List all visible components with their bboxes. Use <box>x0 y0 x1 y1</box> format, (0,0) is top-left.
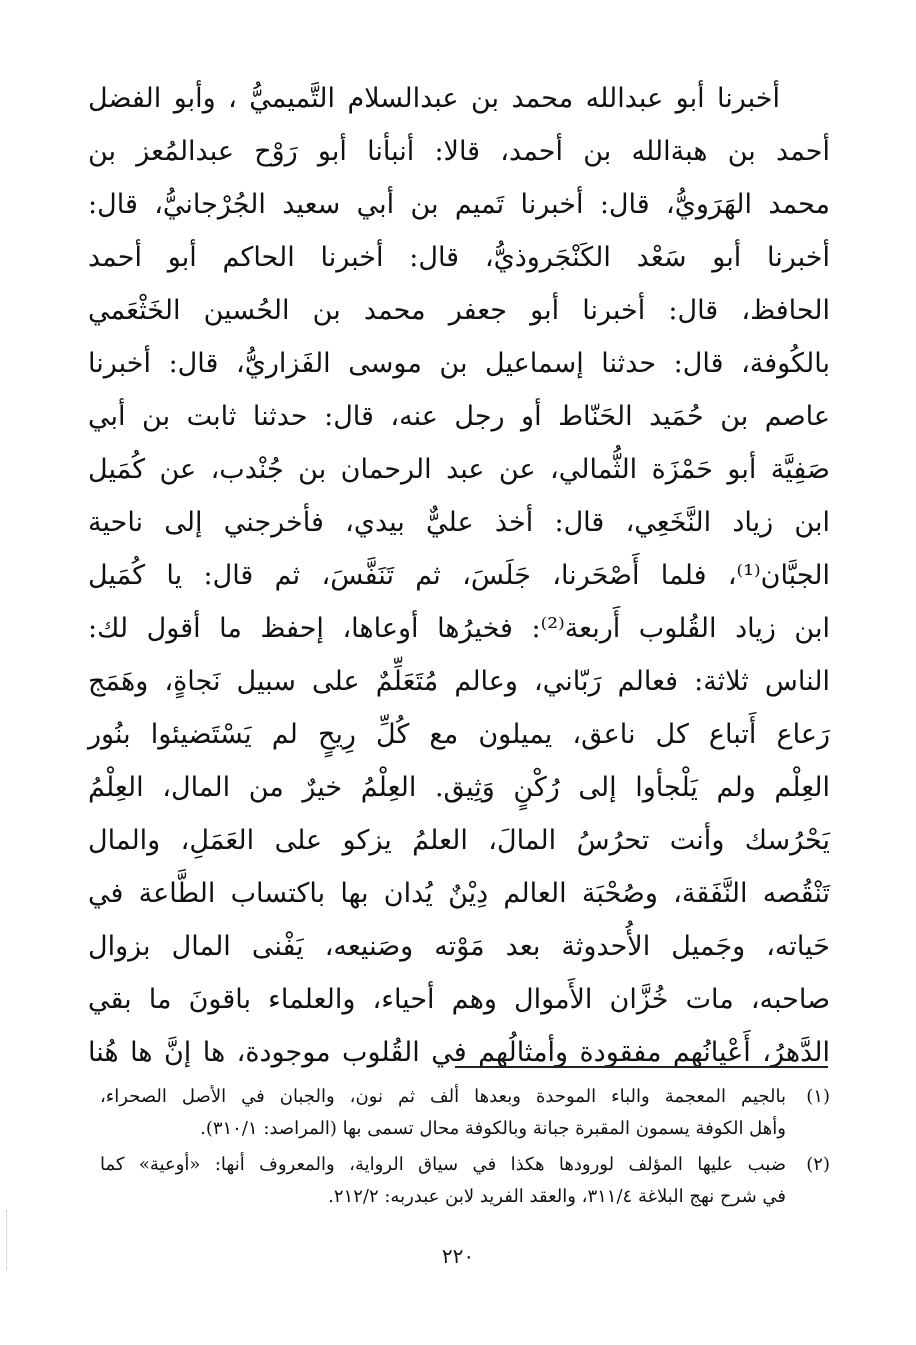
text-line: يَحْرُسك وأنت تحرُسُ المالَ، العلمُ يزكو على العَمَلِ، والمال <box>88 825 830 856</box>
footnote-number: (٢) <box>806 1154 830 1175</box>
text-line: تَنْقُصه النَّفَقة، وصُحْبَة العالم دِيْنٌ يُدان بها باكتساب الطَّاعة في <box>88 878 830 909</box>
scan-margin-mark <box>6 1210 8 1270</box>
text-line: الناس ثلاثة: فعالم رَبّاني، وعالم مُتَعَلِّمٌ على سبيل نَجاةٍ، وهَمَج <box>88 666 830 697</box>
text-line: العِلْم ولم يَلْجأوا إلى رُكْنٍ وَثِيق. العِلْمُ خيرٌ من المال، العِلْمُ <box>88 772 830 803</box>
footnote-line: بالجيم المعجمة والباء الموحدة وبعدها ألف ثم نون، والجبان في الأصل الصحراء، <box>100 1086 786 1107</box>
text-line: ابن زياد القُلوب أَربعة⁽²⁾: فخيرُها أوعاها، إحفظ ما أقول لك: <box>88 613 830 644</box>
text-line: صاحبه، مات خُزَّان الأَموال وهم أحياء، والعلماء باقونَ ما بقي <box>88 984 830 1015</box>
footnote-divider <box>455 1066 828 1068</box>
text-line: ابن زياد النَّخَعِي، قال: أخذ عليٌّ بيدي، فأخرجني إلى ناحية <box>88 507 830 538</box>
text-line: صَفِيَّة أبو حَمْزَة الثُّمالي، عن عبد الرحمان بن جُنْدب، عن كُمَيل <box>88 454 830 485</box>
text-line: الجبَّان⁽¹⁾، فلما أَصْحَرنا، جَلَسَ، ثم تَنَفَّسَ، ثم قال: يا كُمَيل <box>88 560 830 591</box>
footnote-line: في شرح نهج البلاغة ٣١١/٤، والعقد الفريد لابن عبدربه: ٢١٢/٢. <box>328 1186 786 1207</box>
footnote-line: ضبب عليها المؤلف لورودها هكذا في سياق الرواية، والمعروف أنها: «أوعية» كما <box>100 1154 786 1175</box>
text-line: عاصم بن حُمَيد الحَنّاط أو رجل عنه، قال: حدثنا ثابت بن أبي <box>88 401 830 432</box>
text-line: الحافظ، قال: أخبرنا أبو جعفر محمد بن الحُسين الخَثْعَمي <box>88 295 830 326</box>
footnote <box>100 1149 830 1213</box>
text-line: أخبرنا أبو عبدالله محمد بن عبدالسلام التَّميميُّ ، وأبو الفضل <box>88 83 780 114</box>
text-line: بالكُوفة، قال: حدثنا إسماعيل بن موسى الفَزاريُّ، قال: أخبرنا <box>88 348 830 379</box>
text-line: أحمد بن هبةالله بن أحمد، قالا: أنبأنا أبو رَوْح عبدالمُعز بن <box>88 136 830 167</box>
text-line: محمد الهَرَويُّ، قال: أخبرنا تَميم بن أبي سعيد الجُرْجانيُّ، قال: <box>88 189 831 220</box>
footnote-number: (١) <box>806 1086 830 1107</box>
text-line: حَياته، وجَميل الأُحدوثة بعد مَوْته وصَنيعه، يَفْنى المال بزوال <box>88 931 830 962</box>
text-line: أخبرنا أبو سَعْد الكَنْجَروذيُّ، قال: أخبرنا الحاكم أبو أحمد <box>88 242 830 273</box>
main-text <box>88 72 830 1079</box>
footnote-line: وأهل الكوفة يسمون المقبرة جبانة وبالكوفة محال تسمى بها (المراصد: ٣١٠/١). <box>200 1118 786 1139</box>
footnotes <box>100 1081 830 1217</box>
page-number: ٢٢٠ <box>441 1244 475 1268</box>
text-line: الدَّهرُ، أَعْيانُهم مفقودة وأمثالُهم في القُلوب موجودة، ها إنَّ ها هُنا <box>88 1037 830 1068</box>
text-line: رَعاع أَتباع كل ناعق، يميلون مع كُلِّ رِيحٍ لم يَسْتَضيئوا بنُور <box>88 719 830 750</box>
footnote <box>100 1081 830 1145</box>
